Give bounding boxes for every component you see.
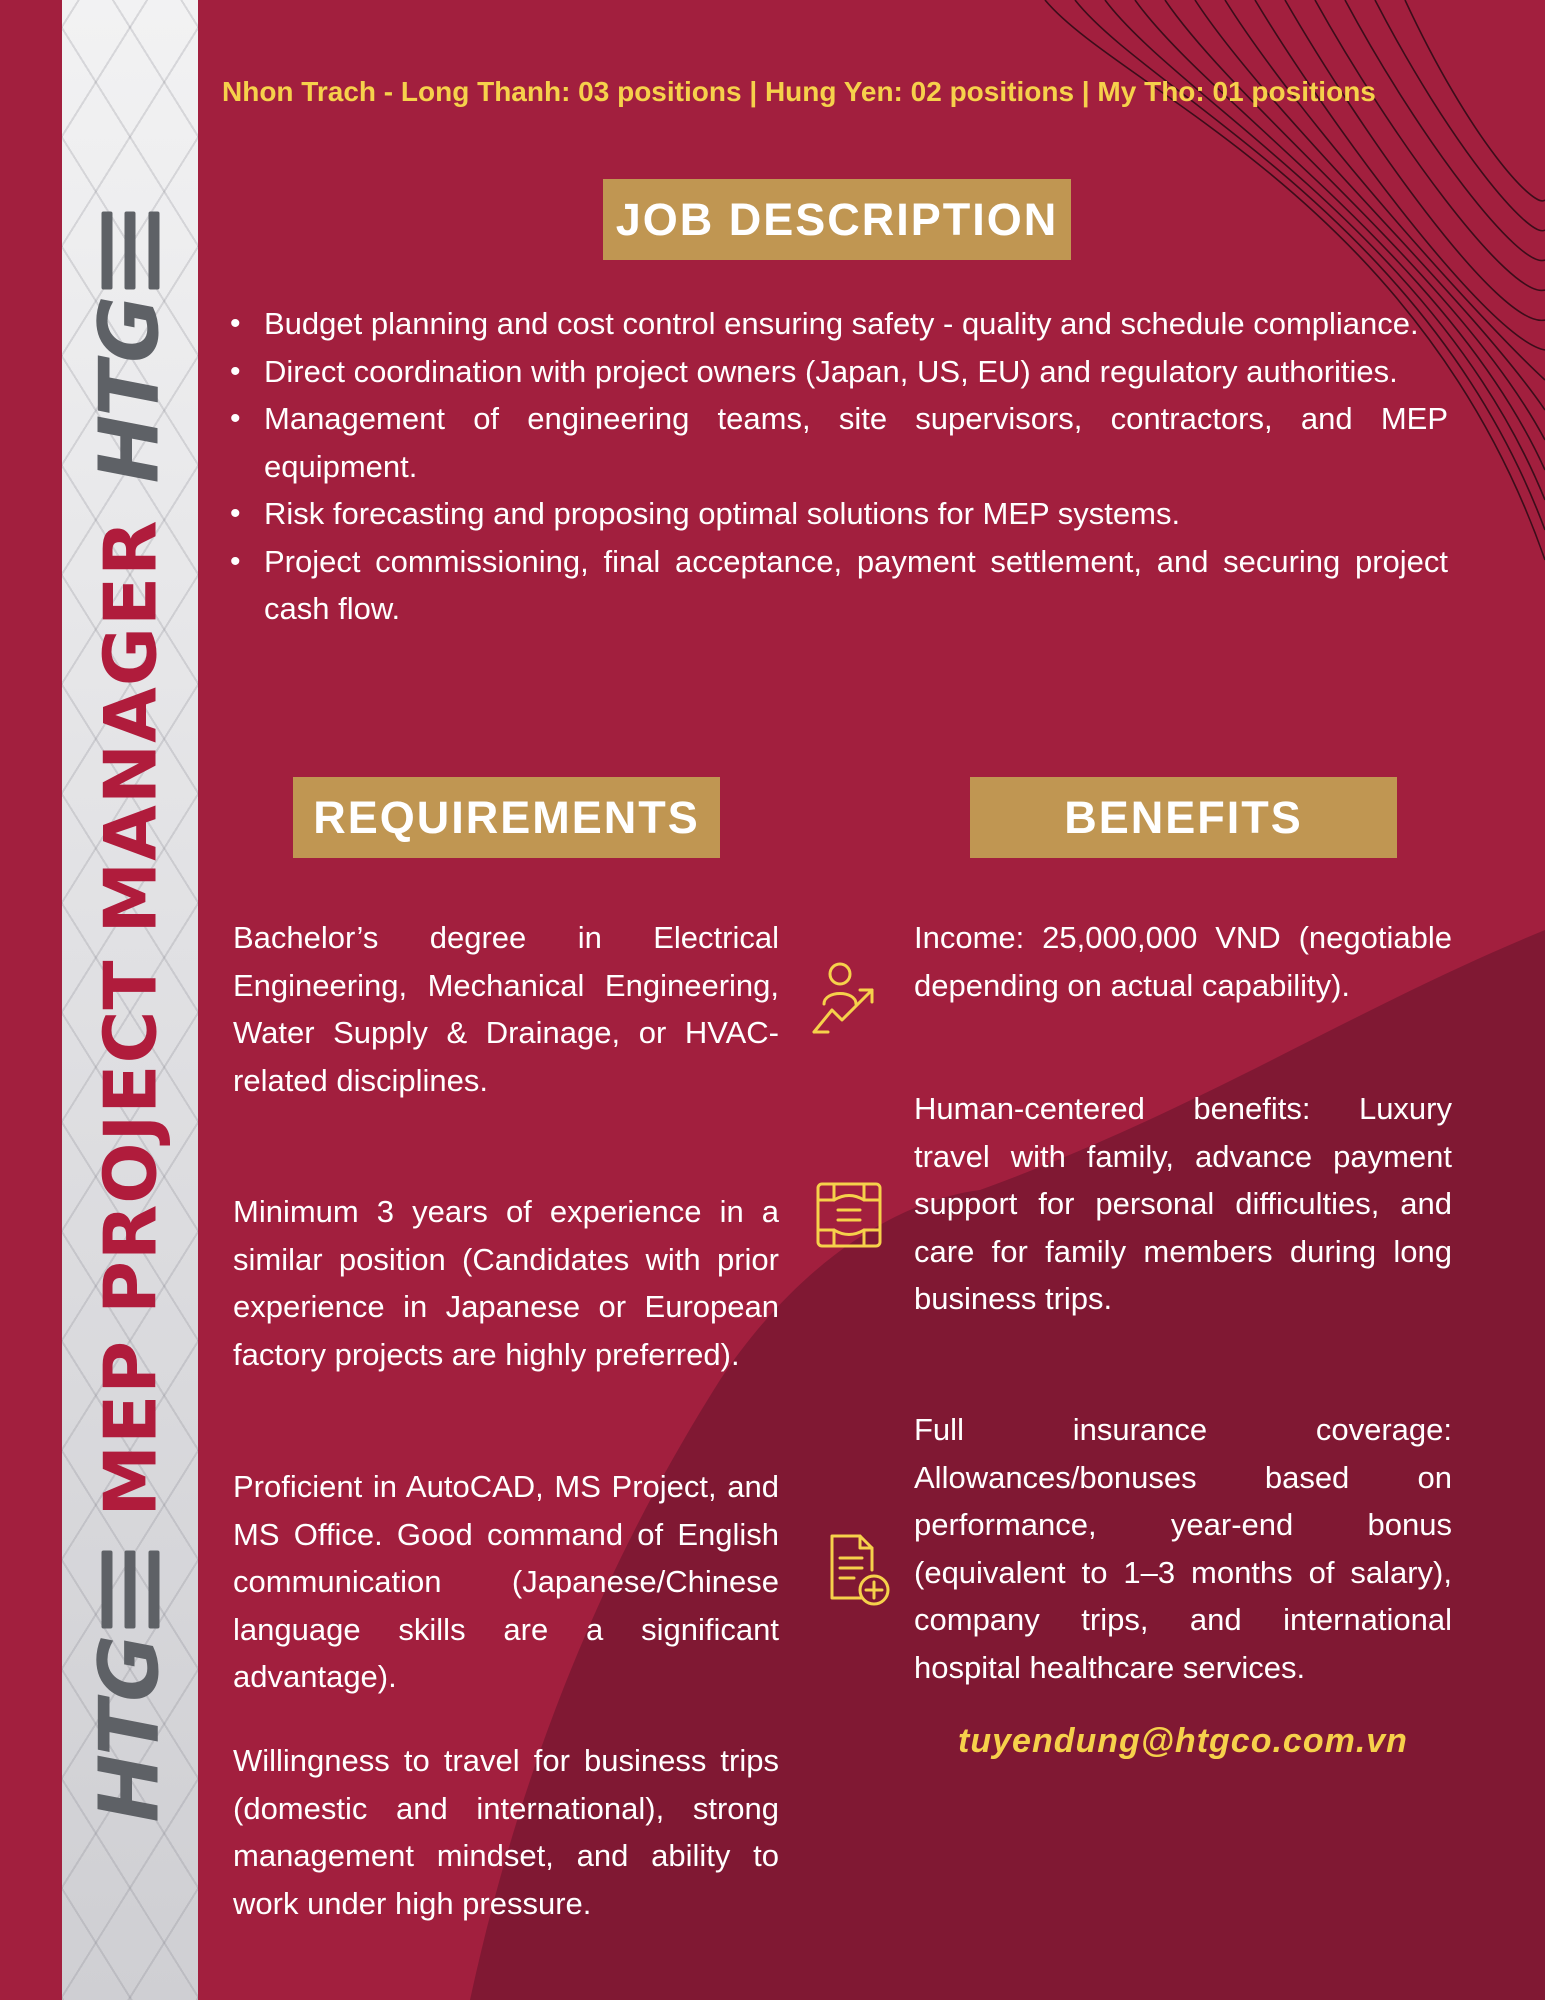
logo-bars-icon bbox=[101, 1551, 159, 1629]
requirement-item: Willingness to travel for business trips (domestic and international), strong management mindset, and ability to work under high pressure. bbox=[233, 1743, 779, 1921]
teamwork-hands-icon bbox=[814, 1180, 884, 1250]
list-item: • Risk forecasting and proposing optimal solutions for MEP systems. bbox=[226, 490, 1448, 538]
benefit-item: Income: 25,000,000 VND (negotiable depending on actual capability). bbox=[914, 920, 1452, 1003]
person-growth-icon bbox=[810, 960, 884, 1038]
job-description-list bbox=[226, 300, 1448, 633]
job-title: MEP PROJECT MANAGER bbox=[88, 519, 172, 1517]
job-description-heading: JOB DESCRIPTION bbox=[603, 179, 1071, 260]
logo-bars-icon bbox=[101, 212, 159, 290]
locations-line: Nhon Trach - Long Thanh: 03 positions | Hung Yen: 02 positions | My Tho: 01 positions bbox=[222, 76, 1376, 107]
requirement-item: Minimum 3 years of experience in a similar position (Candidates with prior experience in Japanese or European factory projects are highly preferred). bbox=[233, 1194, 779, 1372]
benefit-item: Human-centered benefits: Luxury travel with family, advance payment support for personal difficulties, and care for family members during long business trips. bbox=[914, 1091, 1452, 1316]
sidebar-vertical-text bbox=[83, 178, 178, 1823]
list-item: • Direct coordination with project owners (Japan, US, EU) and regulatory authorities. bbox=[226, 348, 1448, 396]
list-item: • Management of engineering teams, site supervisors, contractors, and MEP equipment. bbox=[226, 395, 1448, 490]
benefit-item: Full insurance coverage: Allowances/bonuses based on performance, year-end bonus (equivalent to 1–3 months of salary), company trips, and international hospital healthcare services. bbox=[914, 1412, 1452, 1685]
list-item: • Project commissioning, final acceptance, payment settlement, and securing project cash flow. bbox=[226, 538, 1448, 633]
benefits-heading: BENEFITS bbox=[970, 777, 1397, 858]
htg-logo: HTG bbox=[82, 297, 178, 484]
insurance-document-icon bbox=[826, 1532, 892, 1610]
requirement-item: Proficient in AutoCAD, MS Project, and MS Office. Good command of English communication (Japanese/Chinese language skills are a significant advantage). bbox=[233, 1469, 779, 1694]
htg-logo: HTG bbox=[82, 1636, 178, 1823]
sidebar-banner bbox=[62, 0, 198, 2000]
requirements-heading: REQUIREMENTS bbox=[293, 777, 720, 858]
requirement-item: Bachelor’s degree in Electrical Engineering, Mechanical Engineering, Water Supply & Drainage, or HVAC-related disciplines. bbox=[233, 920, 779, 1098]
list-item: • Budget planning and cost control ensuring safety - quality and schedule compliance. bbox=[226, 300, 1448, 348]
contact-email[interactable]: tuyendung@htgco.com.vn bbox=[958, 1722, 1408, 1760]
